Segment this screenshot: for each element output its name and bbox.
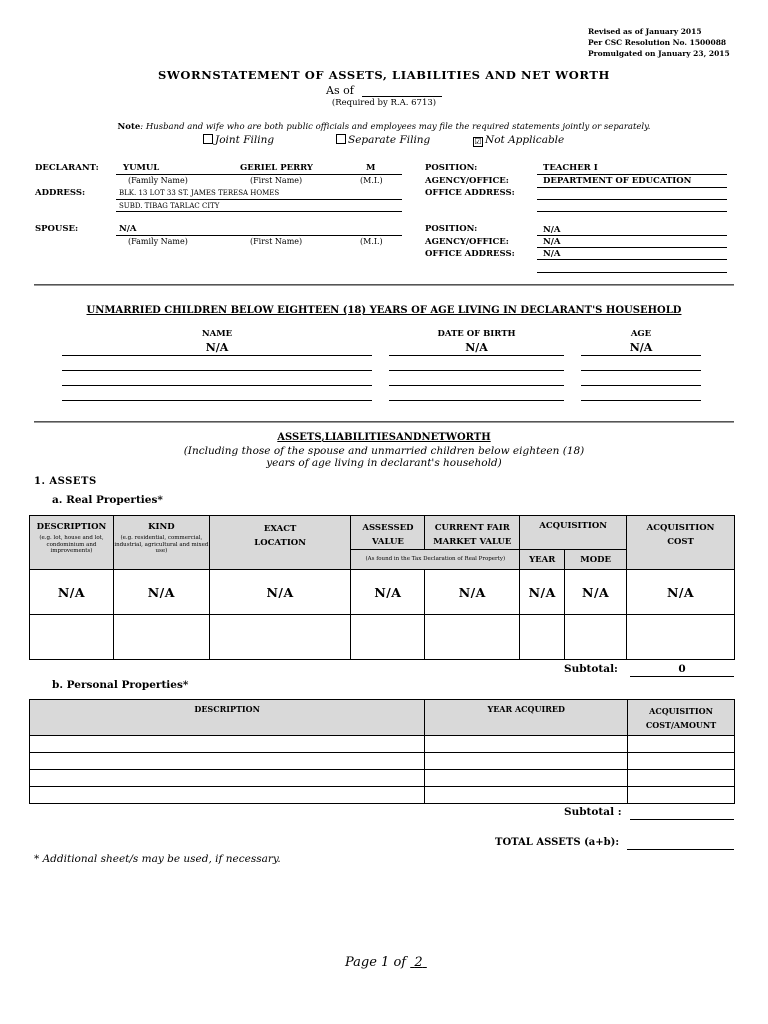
page-number: Page 1 of 2 <box>345 955 423 970</box>
table-row <box>30 770 735 787</box>
first-name-caption: (First Name) <box>250 176 303 185</box>
real-assessed-cell[interactable]: N/A <box>351 570 425 615</box>
spouse-agency[interactable]: N/A <box>543 237 561 247</box>
separate-filing-option[interactable]: Separate Filing <box>336 134 430 146</box>
subtotal-line <box>630 676 734 677</box>
child-row-line[interactable] <box>581 370 701 371</box>
assets-heading: ASSETS,LIABILITIESANDNETWORTH <box>277 432 491 443</box>
spouse-family-name[interactable]: N/A <box>119 224 137 234</box>
child-row-line <box>389 355 564 356</box>
spouse-family-caption: (Family Name) <box>128 237 188 246</box>
position-label: POSITION: <box>425 163 478 173</box>
spouse-position-label: POSITION: <box>425 224 478 234</box>
col-year: YEAR <box>520 550 565 570</box>
address-line-2[interactable]: SUBD. TIBAG TARLAC CITY <box>119 202 220 210</box>
real-properties-label: a. Real Properties* <box>52 494 163 506</box>
empty-cell[interactable] <box>30 787 425 804</box>
spouse-mi-caption: (M.I.) <box>360 237 383 246</box>
children-heading: UNMARRIED CHILDREN BELOW EIGHTEEN (18) YEARS OF AGE LIVING IN DECLARANT'S HOUSEHOLD <box>86 305 682 316</box>
spouse-position[interactable]: N/A <box>543 225 561 235</box>
subtotal-value[interactable]: 0 <box>678 663 686 675</box>
address-line-1-rule <box>116 199 402 200</box>
address-line-1[interactable]: BLK. 13 LOT 33 ST. JAMES TERESA HOMES <box>119 189 280 197</box>
empty-cell[interactable] <box>520 615 565 660</box>
child-row-line[interactable] <box>389 400 564 401</box>
agency-line <box>537 187 727 188</box>
personal-properties-table <box>29 699 735 804</box>
assets-subheading-1: (Including those of the spouse and unmarried children below eighteen (18) <box>183 445 585 457</box>
child-row-line <box>581 355 701 356</box>
real-location-cell[interactable]: N/A <box>209 570 351 615</box>
declarant-name-line <box>116 174 402 175</box>
revision-info <box>588 26 730 59</box>
office-address-label: OFFICE ADDRESS: <box>425 188 515 198</box>
col-description: DESCRIPTION (e.g. lot, house and lot, condominium and improvements) <box>30 516 114 570</box>
required-by: (Required by R.A. 6713) <box>331 98 437 108</box>
section-divider <box>34 284 734 286</box>
empty-cell[interactable] <box>425 753 628 770</box>
child-row-line[interactable] <box>389 385 564 386</box>
empty-cell[interactable] <box>628 770 735 787</box>
mi-caption: (M.I.) <box>360 176 383 185</box>
spouse-office-line-2[interactable] <box>537 272 727 273</box>
empty-cell[interactable] <box>30 615 114 660</box>
col-acquisition: ACQUISITION <box>520 516 627 550</box>
empty-cell[interactable] <box>628 753 735 770</box>
empty-cell[interactable] <box>425 736 628 753</box>
child-row-line[interactable] <box>389 370 564 371</box>
col-personal-description: DESCRIPTION <box>30 700 425 736</box>
col-mode: MODE <box>565 550 627 570</box>
declarant-label: DECLARANT: <box>35 163 99 173</box>
note-label: Note <box>117 122 141 132</box>
empty-cell[interactable] <box>627 615 735 660</box>
subtotal-2-line[interactable] <box>630 819 734 820</box>
empty-cell[interactable] <box>351 615 425 660</box>
child-name[interactable]: N/A <box>205 341 229 354</box>
empty-cell[interactable] <box>425 615 520 660</box>
child-row-line[interactable] <box>62 370 372 371</box>
total-assets-line[interactable] <box>627 849 734 850</box>
child-row-line[interactable] <box>62 400 372 401</box>
assets-subheading-2: years of age living in declarant's household) <box>266 457 502 469</box>
child-age[interactable]: N/A <box>629 341 653 354</box>
revision-line: Per CSC Resolution No. 1500088 <box>588 38 727 47</box>
declarant-position[interactable]: TEACHER I <box>543 163 598 173</box>
children-col-age: AGE <box>630 329 652 339</box>
family-name-caption: (Family Name) <box>128 176 188 185</box>
col-exact-location: EXACT LOCATION <box>209 516 351 570</box>
real-mode-cell[interactable]: N/A <box>565 570 627 615</box>
not-applicable-option[interactable]: ☑ Not Applicable <box>474 134 565 146</box>
section-divider <box>34 421 734 423</box>
table-row <box>30 787 735 804</box>
note <box>0 122 768 132</box>
col-market-value: CURRENT FAIR MARKET VALUE <box>425 516 520 550</box>
col-acquisition-cost: ACQUISITION COST <box>627 516 735 570</box>
spouse-agency-label: AGENCY/OFFICE: <box>425 237 509 247</box>
page-total: 2 <box>414 955 423 970</box>
declarant-mi[interactable]: M <box>366 163 376 173</box>
child-row-line[interactable] <box>581 400 701 401</box>
spouse-office[interactable]: N/A <box>543 249 561 259</box>
joint-filing-option[interactable]: Joint Filing <box>203 134 274 146</box>
real-properties-table <box>29 515 735 660</box>
as-of-label: As of <box>326 84 354 97</box>
real-cost-cell[interactable]: N/A <box>627 570 735 615</box>
document-title: SWORNSTATEMENT OF ASSETS, LIABILITIES AND NET WORTH <box>158 68 610 82</box>
empty-cell[interactable] <box>113 615 209 660</box>
subtotal-label: Subtotal: <box>564 663 618 675</box>
as-of-blank[interactable] <box>362 96 442 97</box>
not-applicable-checkbox[interactable]: ☑ <box>474 137 482 146</box>
joint-filing-checkbox[interactable] <box>203 134 213 144</box>
address-label: ADDRESS: <box>35 188 86 198</box>
col-assessed-value: ASSESSED VALUE <box>351 516 425 550</box>
spouse-name-line <box>116 235 402 236</box>
revision-line: Revised as of January 2015 <box>588 27 702 36</box>
office-address-line-2[interactable] <box>537 211 727 212</box>
table-row <box>30 615 735 660</box>
empty-cell[interactable] <box>628 736 735 753</box>
empty-cell[interactable] <box>209 615 351 660</box>
note-text: : Husband and wife who are both public officials and employees may file the required statements jointly or separately. <box>140 122 651 132</box>
spouse-position-line <box>537 235 727 236</box>
agency-label: AGENCY/OFFICE: <box>425 176 509 186</box>
empty-cell[interactable] <box>425 787 628 804</box>
empty-cell[interactable] <box>30 770 425 787</box>
declarant-family-name[interactable]: YUMUL <box>123 163 160 173</box>
spouse-agency-line <box>537 247 727 248</box>
declarant-first-name[interactable]: GERIEL PERRY <box>240 163 313 173</box>
table-row <box>30 753 735 770</box>
real-description-cell[interactable]: N/A <box>30 570 114 615</box>
children-col-dob: DATE OF BIRTH <box>437 329 516 339</box>
empty-cell[interactable] <box>628 787 735 804</box>
table-row <box>30 736 735 753</box>
spouse-office-label: OFFICE ADDRESS: <box>425 249 515 259</box>
child-row-line[interactable] <box>62 385 372 386</box>
table-row <box>30 570 735 615</box>
child-row-line <box>62 355 372 356</box>
assets-section-label: 1. ASSETS <box>34 476 97 487</box>
subtotal-2-label: Subtotal : <box>564 806 622 818</box>
col-kind: KIND (e.g. residential, commercial, industrial, agricultural and mixed use) <box>113 516 209 570</box>
separate-filing-checkbox[interactable] <box>336 134 346 144</box>
address-line-2-rule <box>116 211 402 212</box>
col-acquisition-amount: ACQUISITION COST/AMOUNT <box>628 700 735 736</box>
child-row-line[interactable] <box>581 385 701 386</box>
real-year-cell[interactable]: N/A <box>520 570 565 615</box>
col-year-acquired: YEAR ACQUIRED <box>425 700 628 736</box>
position-line <box>537 174 727 175</box>
office-address-line-1[interactable] <box>537 199 727 200</box>
total-assets-label: TOTAL ASSETS (a+b): <box>495 837 620 848</box>
spouse-first-caption: (First Name) <box>250 237 303 246</box>
footnote: * Additional sheet/s may be used, if necessary. <box>34 853 281 865</box>
revision-line: Promulgated on January 23, 2015 <box>588 49 730 58</box>
real-market-cell[interactable]: N/A <box>425 570 520 615</box>
spouse-label: SPOUSE: <box>35 224 79 234</box>
tax-declaration-note: (As found in the Tax Declaration of Real Property) <box>351 550 520 570</box>
empty-cell[interactable] <box>30 753 425 770</box>
declarant-agency[interactable]: DEPARTMENT OF EDUCATION <box>543 176 692 186</box>
real-kind-cell[interactable]: N/A <box>113 570 209 615</box>
empty-cell[interactable] <box>425 770 628 787</box>
children-col-name: NAME <box>201 329 233 339</box>
empty-cell[interactable] <box>30 736 425 753</box>
personal-properties-label: b. Personal Properties* <box>52 679 189 691</box>
child-dob[interactable]: N/A <box>465 341 488 354</box>
empty-cell[interactable] <box>565 615 627 660</box>
spouse-office-line-1 <box>537 259 727 260</box>
